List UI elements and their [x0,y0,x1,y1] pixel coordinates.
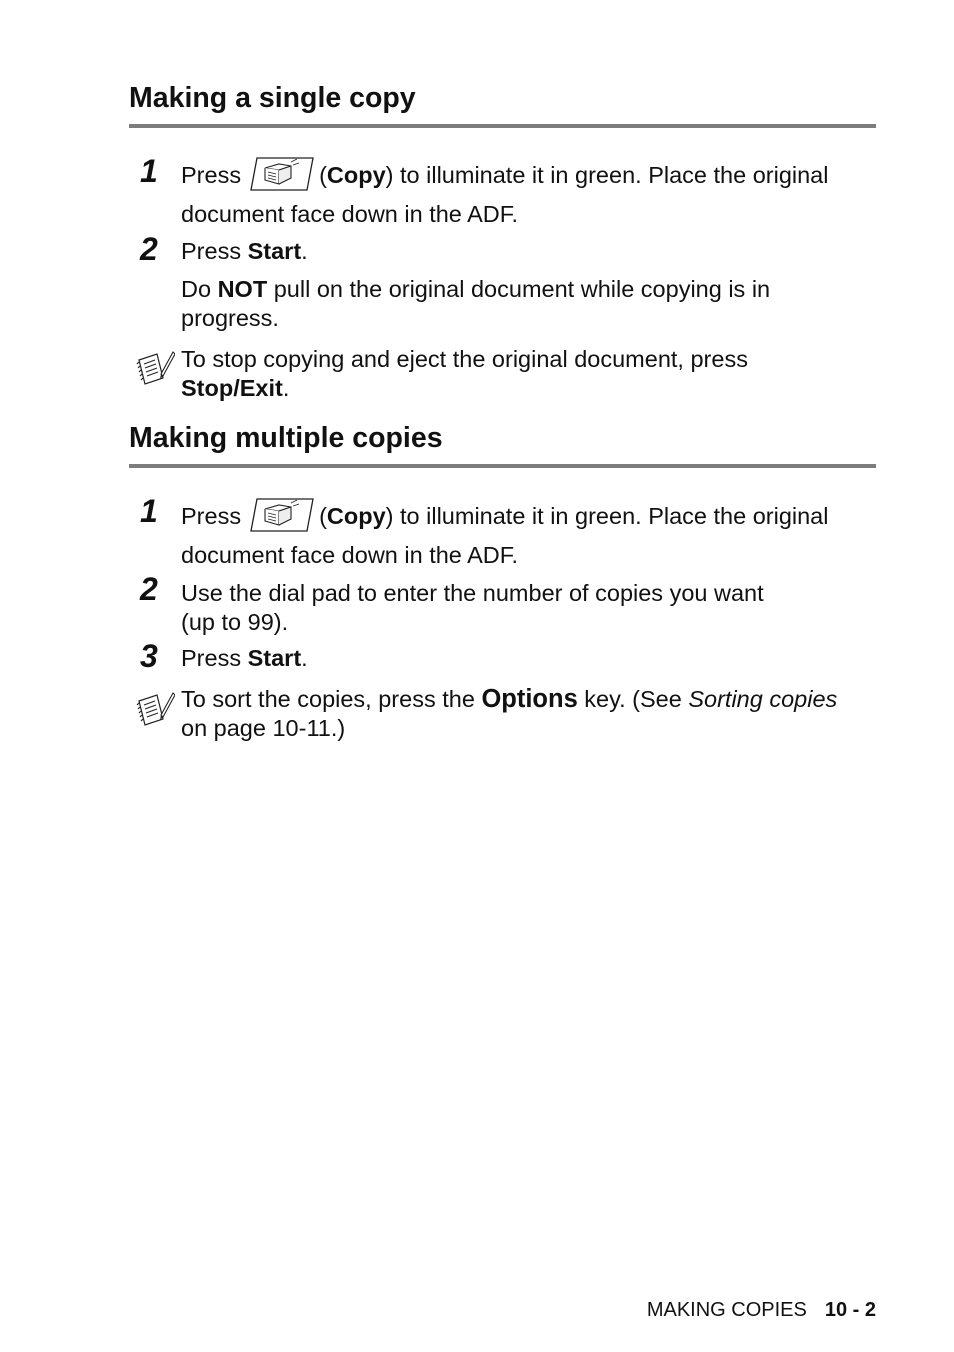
step-warning: Do NOT pull on the original document while copying is in progress. [181,276,771,331]
note-pencil-icon [135,689,175,733]
chapter-title: MAKING COPIES [646,1299,807,1321]
section-heading-multiple-copies: Making multiple copies [129,422,443,454]
step-text: Use the dial pad to enter the number of copies you want (up to 99). [181,580,764,635]
copy-key-icon [249,497,315,533]
note-text: To stop copying and eject the original document, press Stop/Exit. [181,346,748,401]
page-number: 10 - 2 [824,1299,876,1321]
copy-key-icon [249,156,315,192]
step-text: Press Start. [181,238,308,264]
section-heading-single-copy: Making a single copy [129,82,416,114]
step-number: 2 [140,231,158,267]
heading-rule [129,124,876,128]
page-footer [647,1299,876,1322]
step-number: 1 [140,493,158,529]
note-pencil-icon [135,348,175,392]
step-text: Press Start. [181,645,308,671]
step-text: Press (Copy) to illuminate it in green. Place the original document face down in the ADF. [181,497,881,574]
step-number: 1 [140,153,158,189]
step-text: Press (Copy) to illuminate it in green. Place the original document face down in the ADF. [181,156,881,233]
step-number: 2 [140,571,158,607]
heading-rule [129,464,876,468]
step-number: 3 [140,638,158,674]
note-text: To sort the copies, press the Options key. (See Sorting copies on page 10-11.) [181,685,838,741]
